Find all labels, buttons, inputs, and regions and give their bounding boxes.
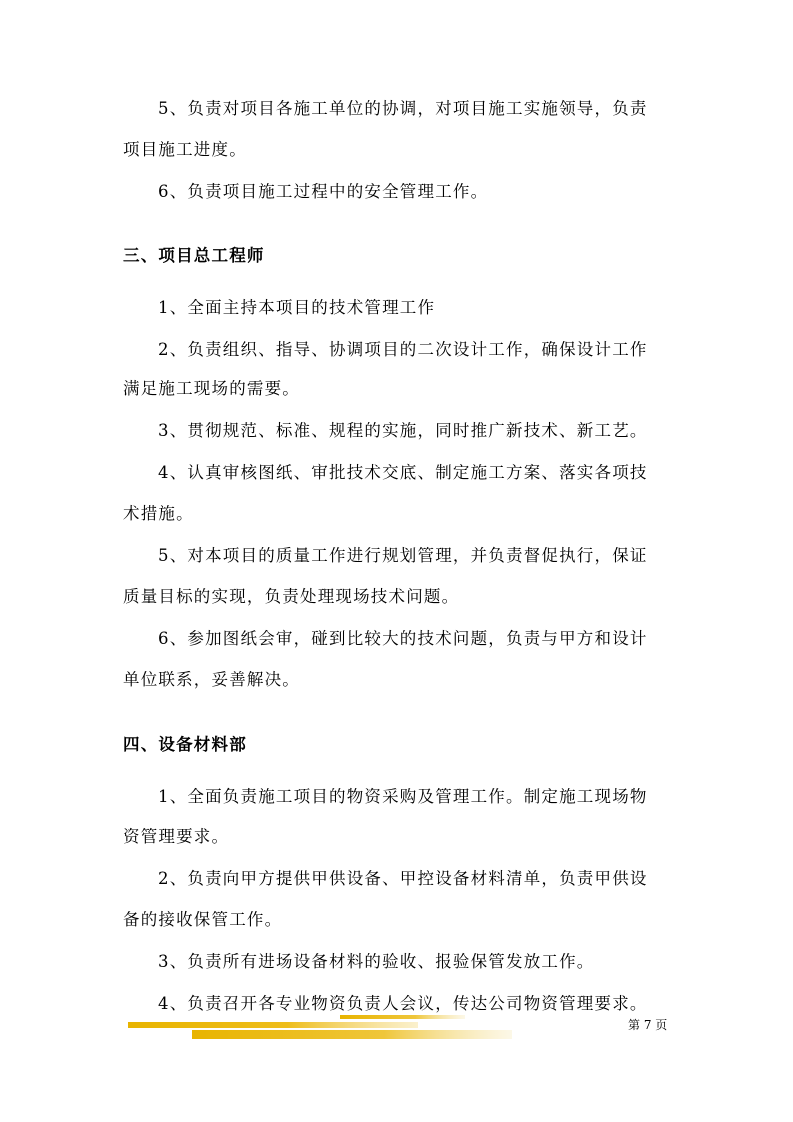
paragraph-line: 单位联系，妥善解决。: [123, 670, 300, 689]
footer-bar-bottom: [192, 1030, 512, 1039]
paragraph-line: 6、负责项目施工过程中的安全管理工作。: [158, 182, 489, 201]
paragraph-line: 满足施工现场的需要。: [123, 379, 300, 398]
paragraph-line: 3、贯彻规范、标准、规程的实施，同时推广新技术、新工艺。: [158, 421, 648, 440]
paragraph-line: 5、负责对项目各施工单位的协调，对项目施工实施领导，负责: [158, 99, 648, 118]
paragraph-line: 2、负责向甲方提供甲供设备、甲控设备材料清单，负责甲供设: [158, 869, 648, 888]
paragraph-line: 1、全面主持本项目的技术管理工作: [158, 298, 436, 317]
paragraph-line: 5、对本项目的质量工作进行规划管理，并负责督促执行，保证: [158, 546, 648, 565]
footer-bar-top: [128, 1022, 418, 1028]
paragraph-line: 备的接收保管工作。: [123, 910, 283, 929]
paragraph-line: 4、负责召开各专业物资负责人会议，传达公司物资管理要求。: [158, 994, 648, 1013]
paragraph-line: 术措施。: [123, 504, 194, 523]
page-number: 第 7 页: [628, 1018, 668, 1032]
paragraph-line: 资管理要求。: [123, 827, 230, 846]
section-heading: 三、项目总工程师: [123, 246, 265, 265]
paragraph-line: 项目施工进度。: [123, 140, 247, 159]
paragraph-line: 质量目标的实现，负责处理现场技术问题。: [123, 587, 460, 606]
paragraph-line: 6、参加图纸会审，碰到比较大的技术问题，负责与甲方和设计: [158, 629, 648, 648]
footer-bar-accent: [340, 1015, 465, 1019]
section-heading: 四、设备材料部: [123, 735, 247, 754]
paragraph-line: 1、全面负责施工项目的物资采购及管理工作。制定施工现场物: [158, 787, 648, 806]
paragraph-line: 4、认真审核图纸、审批技术交底、制定施工方案、落实各项技: [158, 463, 648, 482]
paragraph-line: 2、负责组织、指导、协调项目的二次设计工作，确保设计工作: [158, 340, 648, 359]
paragraph-line: 3、负责所有进场设备材料的验收、报验保管发放工作。: [158, 952, 595, 971]
